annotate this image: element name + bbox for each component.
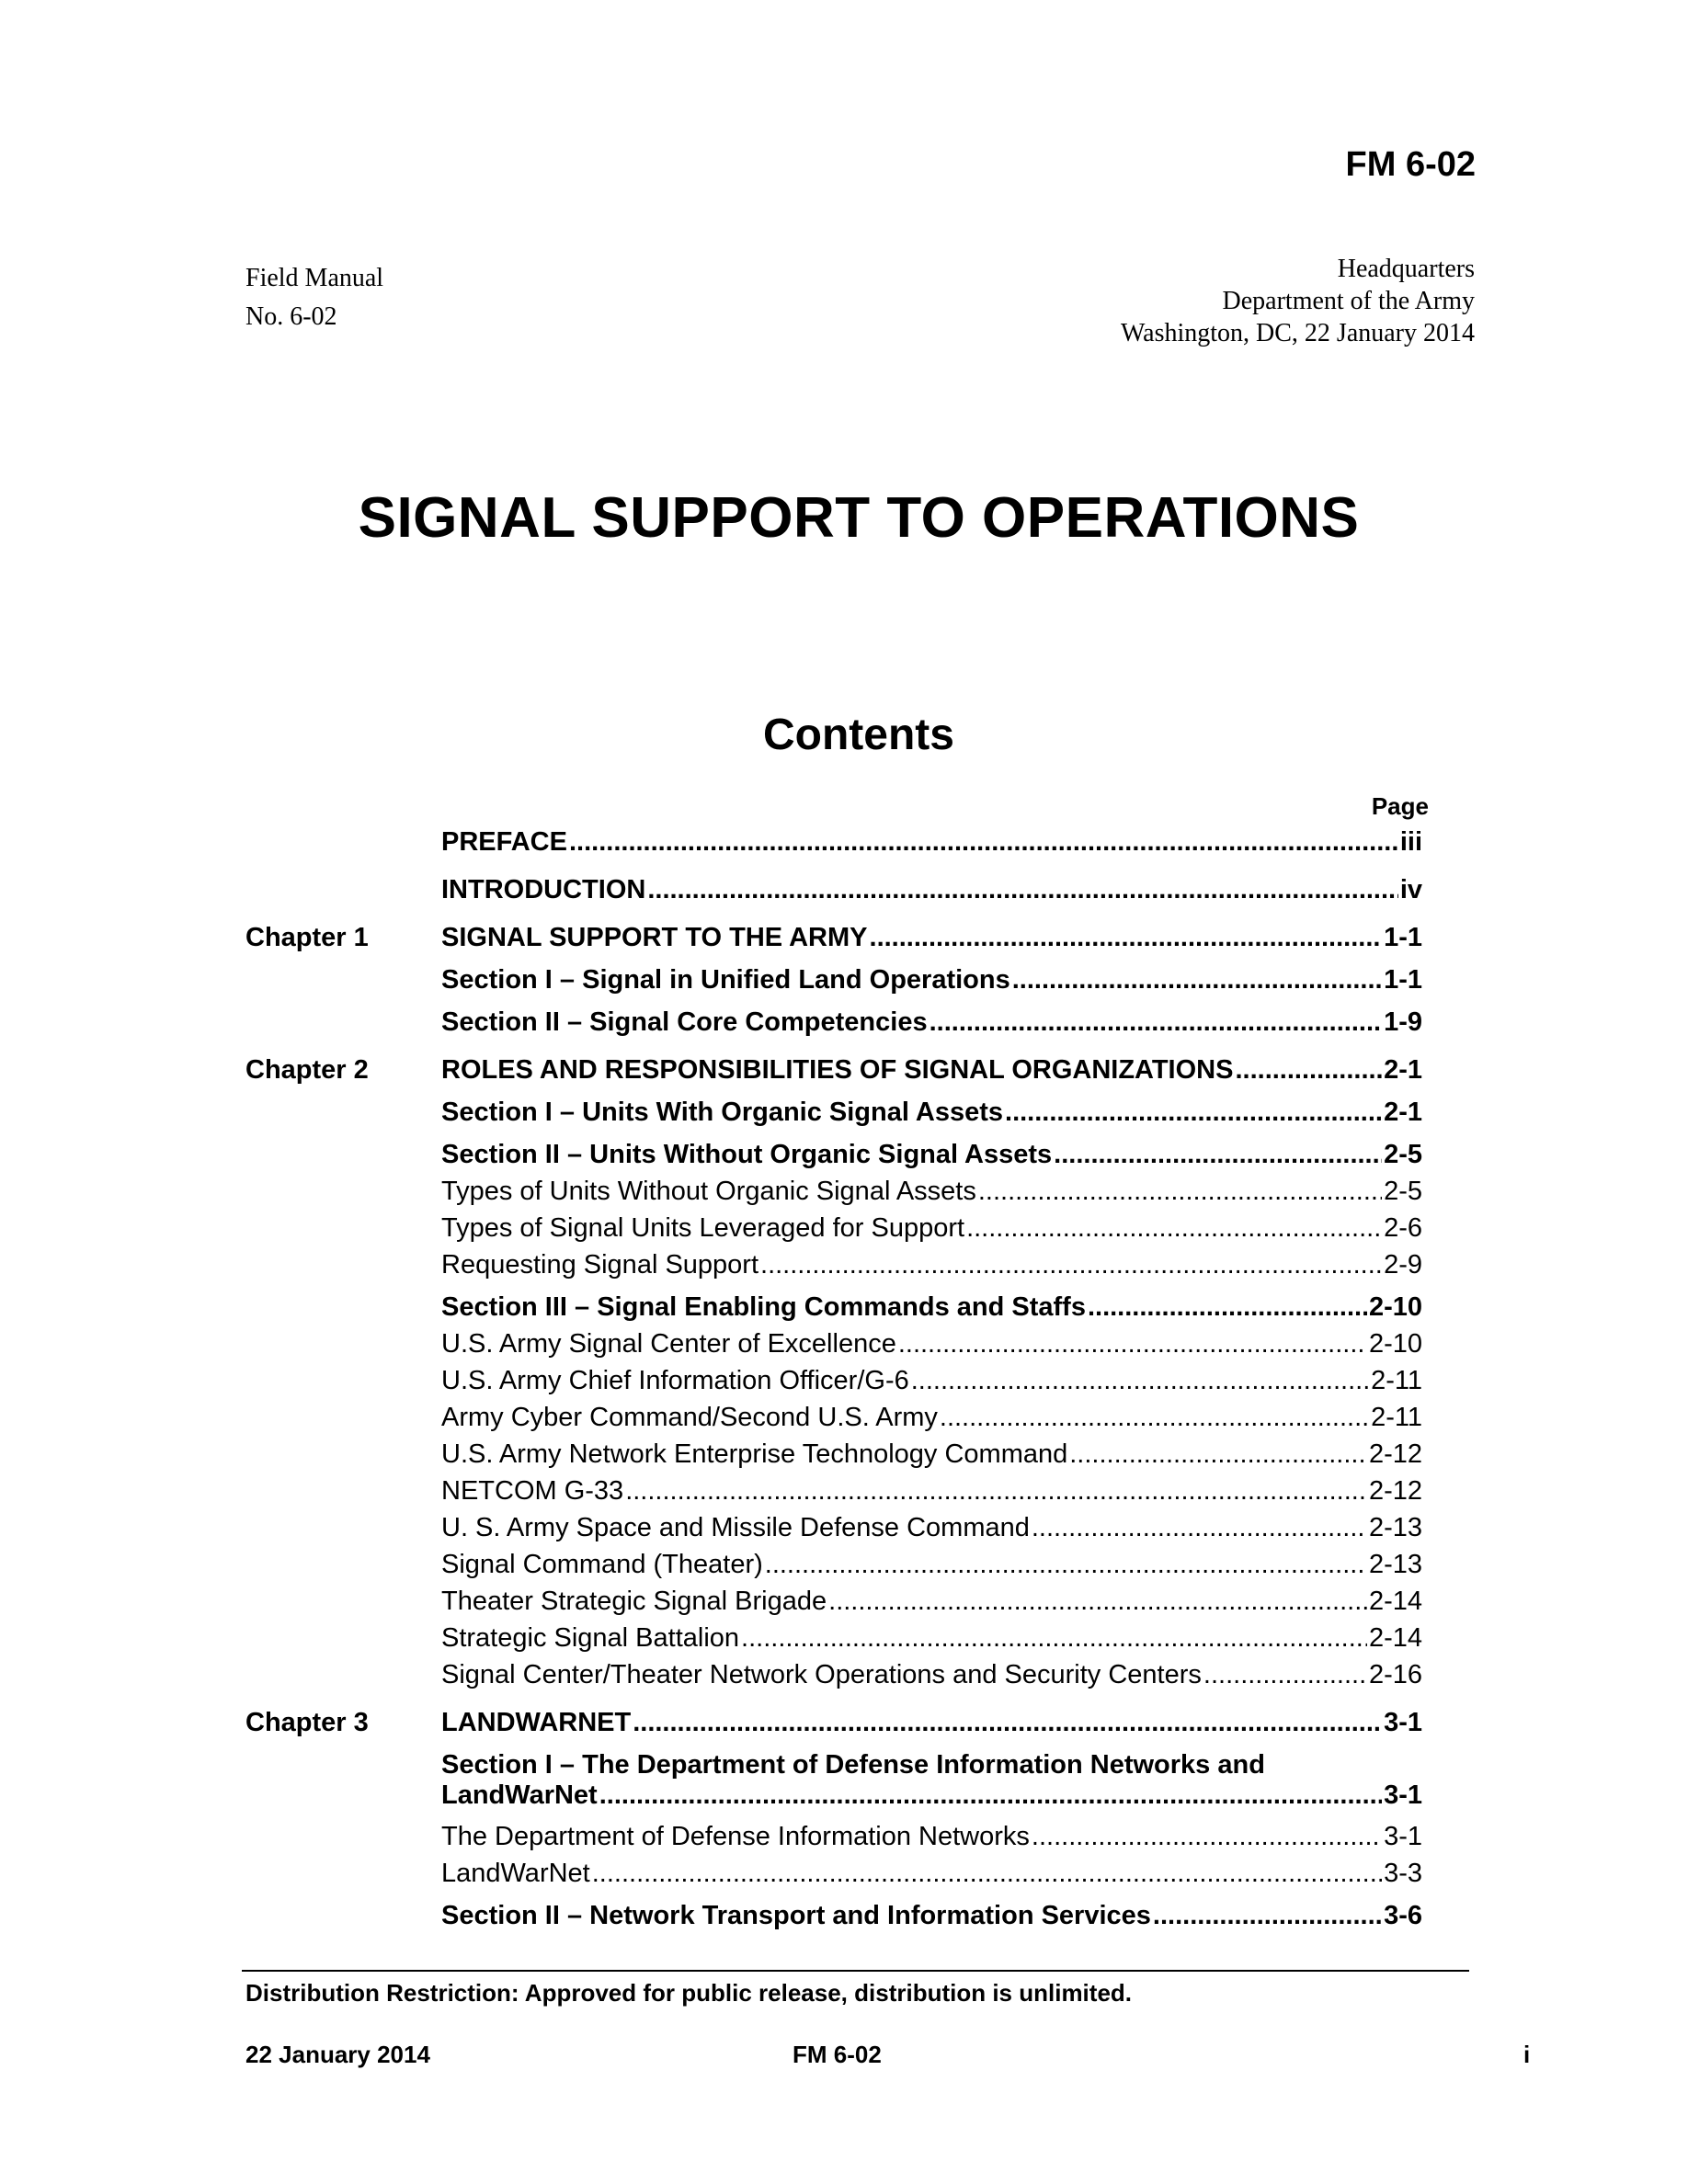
distribution-restriction: Distribution Restriction: Approved for public release, distribution is unlimited. — [245, 1979, 1133, 2007]
footer-date: 22 January 2014 — [245, 2041, 430, 2068]
toc-entry-label: Strategic Signal Battalion — [441, 1623, 740, 1653]
toc-entry-ch3-section-2[interactable] — [245, 1901, 1422, 1943]
toc-entry-label: NETCOM G-33 — [441, 1476, 624, 1506]
toc-entry-signal-center-excellence[interactable] — [245, 1329, 1422, 1366]
toc-entry-page: 3-6 — [1384, 1901, 1422, 1930]
toc-entry-chapter-3[interactable] — [245, 1708, 1422, 1750]
toc-entry-ch2-section-2[interactable] — [245, 1140, 1422, 1177]
toc-leader-dots — [760, 1250, 1382, 1280]
table-of-contents — [245, 827, 1422, 1943]
toc-entry-types-of-signal-units[interactable] — [245, 1213, 1422, 1250]
toc-entry-label: INTRODUCTION — [441, 875, 646, 904]
toc-entry-page: 2-12 — [1368, 1439, 1422, 1469]
toc-entry-label: Signal Center/Theater Network Operations and Security Centers — [441, 1660, 1202, 1689]
toc-entry-page: 2-10 — [1368, 1292, 1422, 1322]
toc-entry-label: The Department of Defense Information Networks — [441, 1822, 1030, 1851]
toc-entry-ch3-section-1[interactable] — [245, 1750, 1422, 1822]
toc-leader-dots — [966, 1213, 1382, 1244]
toc-entry-label: U.S. Army Signal Center of Excellence — [441, 1329, 896, 1359]
toc-entry-label: SIGNAL SUPPORT TO THE ARMY — [441, 923, 868, 952]
toc-entry-theater-strategic-signal-brigade[interactable] — [245, 1587, 1422, 1623]
toc-entry-page: 3-1 — [1384, 1822, 1422, 1851]
toc-entry-page: 2-12 — [1368, 1476, 1422, 1506]
toc-entry-netcom-g33[interactable] — [245, 1476, 1422, 1513]
toc-leader-dots — [1203, 1660, 1367, 1690]
field-manual-line: Field Manual — [245, 264, 384, 292]
document-title: SIGNAL SUPPORT TO OPERATIONS — [358, 486, 1360, 550]
toc-entry-types-of-units[interactable] — [245, 1177, 1422, 1213]
page-column-label: Page — [1371, 792, 1429, 820]
toc-entry-page: 3-1 — [1384, 1780, 1422, 1810]
toc-entry-page: 2-11 — [1371, 1403, 1422, 1432]
toc-entry-label: Section II – Signal Core Competencies — [441, 1007, 928, 1037]
toc-leader-dots — [647, 875, 1397, 905]
toc-entry-page: 1-9 — [1384, 1007, 1422, 1037]
toc-entry-introduction[interactable] — [245, 875, 1422, 923]
toc-entry-signal-center-theater-netops[interactable] — [245, 1660, 1422, 1708]
manual-number-line: No. 6-02 — [245, 302, 337, 331]
toc-entry-page: 3-1 — [1384, 1708, 1422, 1737]
toc-leader-dots — [911, 1366, 1369, 1396]
toc-leader-dots — [1012, 965, 1382, 995]
toc-entry-page: 2-5 — [1384, 1177, 1422, 1206]
toc-leader-dots — [1153, 1901, 1382, 1931]
footer-page-number: i — [1523, 2041, 1531, 2068]
toc-chapter-label: Chapter 2 — [245, 1055, 369, 1085]
toc-entry-chapter-1[interactable] — [245, 923, 1422, 965]
toc-entry-page: 2-14 — [1368, 1623, 1422, 1653]
toc-entry-page: 2-16 — [1368, 1660, 1422, 1689]
toc-entry-cio-g6[interactable] — [245, 1366, 1422, 1403]
toc-entry-label: LANDWARNET — [441, 1708, 632, 1737]
toc-entry-preface[interactable] — [245, 827, 1422, 875]
toc-chapter-label: Chapter 1 — [245, 923, 369, 952]
toc-entry-ch1-section-1[interactable] — [245, 965, 1422, 1007]
toc-entry-label: U.S. Army Chief Information Officer/G-6 — [441, 1366, 909, 1395]
toc-entry-page: iii — [1399, 827, 1422, 857]
toc-entry-page: 2-13 — [1368, 1513, 1422, 1542]
toc-entry-page: 2-1 — [1384, 1098, 1422, 1127]
toc-entry-label: Types of Units Without Organic Signal Assets — [441, 1177, 976, 1206]
toc-leader-dots — [828, 1587, 1367, 1617]
toc-leader-dots — [940, 1403, 1369, 1433]
toc-entry-ch2-section-1[interactable] — [245, 1098, 1422, 1140]
toc-entry-ch2-section-3[interactable] — [245, 1292, 1422, 1329]
toc-entry-label: LandWarNet — [441, 1859, 590, 1888]
department-line: Department of the Army — [1222, 287, 1475, 315]
footer-divider — [242, 1970, 1469, 1972]
toc-entry-label: ROLES AND RESPONSIBILITIES OF SIGNAL ORGANIZATIONS — [441, 1055, 1234, 1085]
toc-entry-army-cyber-command[interactable] — [245, 1403, 1422, 1439]
toc-leader-dots — [898, 1329, 1367, 1359]
hq-line: Headquarters — [1337, 255, 1475, 283]
toc-entry-ch1-section-2[interactable] — [245, 1007, 1422, 1055]
toc-entry-dod-information-networks[interactable] — [245, 1822, 1422, 1859]
document-id: FM 6-02 — [1345, 145, 1476, 184]
toc-entry-label: Types of Signal Units Leveraged for Support — [441, 1213, 965, 1243]
toc-entry-label: Theater Strategic Signal Brigade — [441, 1587, 827, 1616]
toc-leader-dots — [599, 1780, 1382, 1811]
toc-entry-label: Section II – Network Transport and Information Services — [441, 1901, 1151, 1930]
toc-entry-label: Section I – Units With Organic Signal Assets — [441, 1098, 1004, 1127]
toc-entry-label-continued: LandWarNet — [441, 1780, 598, 1810]
location-date-line: Washington, DC, 22 January 2014 — [1120, 319, 1475, 347]
toc-leader-dots — [741, 1623, 1367, 1654]
toc-leader-dots — [978, 1177, 1382, 1207]
toc-entry-label: Section I – Signal in Unified Land Operations — [441, 965, 1010, 995]
toc-entry-label: Section I – The Department of Defense Information Networks and — [441, 1750, 1265, 1780]
toc-leader-dots — [633, 1708, 1382, 1738]
toc-entry-page: 2-11 — [1371, 1366, 1422, 1395]
toc-entry-strategic-signal-battalion[interactable] — [245, 1623, 1422, 1660]
toc-entry-page: 2-9 — [1384, 1250, 1422, 1280]
toc-leader-dots — [569, 827, 1398, 858]
toc-leader-dots — [1235, 1055, 1382, 1086]
toc-leader-dots — [1069, 1439, 1367, 1470]
toc-leader-dots — [1005, 1098, 1382, 1128]
toc-entry-netcom[interactable] — [245, 1439, 1422, 1476]
toc-entry-requesting-signal-support[interactable] — [245, 1250, 1422, 1292]
contents-heading: Contents — [763, 711, 954, 759]
toc-entry-page: 2-14 — [1368, 1587, 1422, 1616]
toc-leader-dots — [1054, 1140, 1382, 1170]
toc-entry-page: 2-6 — [1384, 1213, 1422, 1243]
toc-leader-dots — [1032, 1822, 1382, 1852]
toc-leader-dots — [1032, 1513, 1367, 1543]
toc-entry-label: Army Cyber Command/Second U.S. Army — [441, 1403, 938, 1432]
toc-entry-label: Signal Command (Theater) — [441, 1550, 763, 1579]
toc-entry-label: U. S. Army Space and Missile Defense Command — [441, 1513, 1030, 1542]
toc-entry-label: U.S. Army Network Enterprise Technology Command — [441, 1439, 1068, 1469]
toc-entry-label: Section II – Units Without Organic Signal Assets — [441, 1140, 1053, 1169]
toc-entry-page: 2-13 — [1368, 1550, 1422, 1579]
toc-entry-page: 2-5 — [1384, 1140, 1422, 1169]
headquarters-block — [1121, 253, 1475, 349]
toc-entry-page: 1-1 — [1384, 923, 1422, 952]
toc-leader-dots — [1088, 1292, 1367, 1323]
toc-entry-space-missile-defense[interactable] — [245, 1513, 1422, 1550]
field-manual-label — [245, 259, 383, 336]
toc-leader-dots — [870, 923, 1383, 953]
toc-leader-dots — [765, 1550, 1367, 1580]
toc-entry-label: Requesting Signal Support — [441, 1250, 759, 1280]
toc-leader-dots — [930, 1007, 1382, 1038]
toc-entry-label: Section III – Signal Enabling Commands and Staffs — [441, 1292, 1086, 1322]
toc-entry-chapter-2[interactable] — [245, 1055, 1422, 1098]
toc-entry-page: 2-10 — [1368, 1329, 1422, 1359]
toc-leader-dots — [625, 1476, 1367, 1507]
toc-entry-page: 2-1 — [1384, 1055, 1422, 1085]
toc-entry-page: 1-1 — [1384, 965, 1422, 995]
footer-doc-id: FM 6-02 — [793, 2041, 882, 2068]
toc-entry-signal-command-theater[interactable] — [245, 1550, 1422, 1587]
toc-leader-dots — [592, 1859, 1382, 1889]
toc-entry-landwarnet[interactable] — [245, 1859, 1422, 1901]
toc-entry-page: 3-3 — [1384, 1859, 1422, 1888]
toc-chapter-label: Chapter 3 — [245, 1708, 369, 1737]
toc-entry-page: iv — [1399, 875, 1422, 904]
toc-entry-label: PREFACE — [441, 827, 567, 857]
